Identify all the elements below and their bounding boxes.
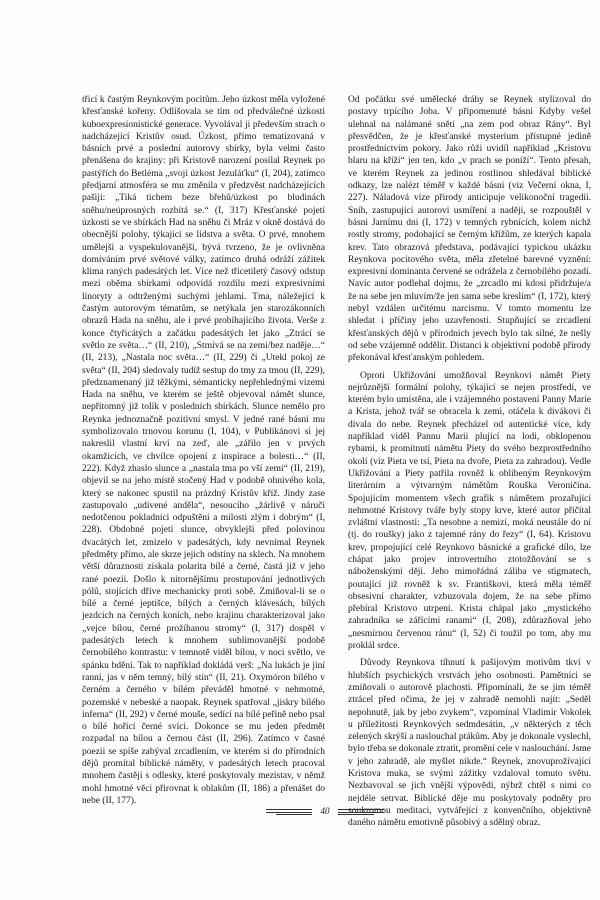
footer-rule-right-thin [338, 814, 374, 817]
footer-rule-left-thin [276, 814, 312, 817]
paragraph: Důvody Reynkova tíhnutí k pašijovým motivům tkví v hlubších psychických vrstvách jeho osobnosti. Pamětníci se zmiňovali o autorově plachosti. Připomínali, že se jim téměř ztrácel před očima, že jej v zahradě nemohli najít: „Seděl nepohnutě, jak by jebo zvykem“, vzpomínal Vladimír Vokolek u příležitosti Reynkových sedmdesátin, „v některých z těch zelených skrýší a naslouchal ptákům. Aby je dokonale vyslechl, bylo třeba se dokonale ztratit, promění cele v naslouchání. Jsme v jeho zahradě, ale myšlet nikde.“ Reynek, znovuprožívající Kristova muka, se svými zážitky vzdaloval tomuto světu. Nezbavoval se jich vnější výpovědí, nýbrž chtěl s nimi co nejdéle setrvat. Biblické děje mu poskytovaly podněty pro soukromou meditaci, vytvářející z konvenčního, objektivně daného námětu emotivně působivý a sdělný obraz. [348, 658, 591, 829]
text-column-left [82, 94, 325, 807]
paragraph: třicí k častým Reynkovým pocitům. Jeho úzkost měla vyložené křesťanské kořeny. Odlišovala se tím od předválečné úzkosti kuboexpresionistické generace. Vyvolával ji především strach o nadcházející Kristův osud. Úzkost, přímo tematizovaná v básních prvé a poslední autorovy sbírky, byla velmi často přenášena do krajiny: při Kristově narození posílal Reynek po pastýřích do Betléma „svoji úzkost Jezuláťku“ (I, 204), zatímco předjarní atmosféra se mu změnila v předzvěst nadcházejících pašijí: „Tiká tichem beze břehů/úzkost po bludinách sněhu/neúprosných rozbitá se.“ (I, 317) Křesťanské pojetí úzkosti se ve sbírkách Had na sněhu či Mráz v okně dostává do obecnější polohy, týkající se lidstva a světa. O prvé, mnohem umělejší a vyspekulovanější, bývá tvrzeno, že je ovlivněna domíváním prvé světové války, zatímco druhá odráží zážitek klima raných padesátých let. Více než třicetiletý časový odstup mezi oběma sbírkami odpovídá rozdílu mezi expresivními linoryty a odtrženými suchými jehlami. Tma, náležející k častým autorovým tématům, se netýkala jen starozákonních obrazů Hada na sněhu, ale i prvé probíhajícího života. Verše z konce čtyřicátých a začátku padesátých let jako „Ztrácí se světlo ze světa…“ (II, 210), „Stmívá se na zemi/bez naděje…“ (II, 213), „Nastala noc světa…“ (II, 229) či „Utekl pokoj ze světa“ (II, 204) sledovaly tudíž sestup do tmy za tmou (II, 229), předznamenaný již těžkými, sémanticky nepřehlednými vizemi Hada na sněhu, ve kterém se ještě objevoval námět slunce, nepřítomný již tolik v posledních sbírkách. Slunce nemělo pro Reynka jednoznačně pozitivní smysl. V jedné rané básni mu symbolizovalo trnovou korunu (I, 104), v Publikánovi si jej nakreslil vlastní krví na zeď, ale „zářilo jen v prvých okamžicích, ve chvílce opojení z inspirace a bolesti…“ (II, 222). Když zhaslo slunce a „nastala tma po vší zemi“ (II, 219), objevil se na jeho místě stočený Had v podobě ohnivého kola, který se nakonec spustil na prázdný Kristův kříž. Jindy zase zastupovalo „udivené anděla“, nesoucího „žárlivě v náruči nedotčenou pokladnici odpuštění a milosti zlým i dobrým“ (I, 228). Obdobné pojetí slunce, obvyklejší před polovinou dvacátých let, zmizelo v padesátých, kdy nevnímal Reynek předměty přímo, ale skrze jejich odstíny na sklech. Na mnohem větší důraznosti získala polarita bílé a černé, častá již v jeho rané poezii. Došlo k nitornějšímu prostupování jednotlivých pólů, stojících dříve mechanicky proti sobě. Zmiňoval-li se o bílé a černé jeptišce, bílých a černých klávesách, bílých jezdcích na černých koních, nebo krajinu charakterizoval jako „vejce bílou, černé prožíhanou stromy“ (I, 317) dospěl v padesátých letech k mnohem sublimovanější podobě černobílého kontrastu: v temnotě viděl bílou, v noci světlo, ve spánku bdění. Tak to například dokládá verš: „Na lukách je jíní ranní, jas v něm temný, bílý stín“ (II, 21). Oxymóron bílého v černém a černého v bílém převáděl hmotné v nehmotné, pozemské v nebeské a naopak. Reynek spatřoval „jiskry bílého inferna“ (II, 292) v černé mouše, sedící na bílé peřině nebo psal o bílé hořící černé svíci. Dokonce se mu jeden předmět rozpadal na bílou a černou část (II, 296). Zatímco v časné poezii se spíše zabýval zrcadlením, ve kterém si do přírodních dějů promítal biblické náměty, v padesátých letech pracoval mnohem častěji s odlesky, které poskytovaly mezistav, v němž mohl hmotné věci přirovnat k oblakům (II, 186) a přenášet do nebe (II, 177). [82, 95, 325, 806]
paragraph: Oproti Ukřižování umožňoval Reynkovi námět Piety nejrůznější formální polohy, týkající se nejen prostředí, ve kterém bylo umístěna, ale i vzájemného postavení Panny Marie a Krista, jehož tvář se obracela k zemi, otáčela k divákovi či dívala do nebe. Reynek přecházel od autentické více, kdy například viděl Pannu Marii plující na lodi, obklopenou rybami, k promítnutí námětu Piety do svého bezprostředního okolí (viz Pieta ve tsí, Pieta na dvoře, Pieta za zahradou). Vedle Ukřižování a Piety patřila rovněž k oblíbeným Reynkovým literárním a výtvarným námětům Rouška Veroničina. Spojujícím momentem všech grafik s námětem prozařující nehmotné Kristovy tváře byly stopy krve, které autor přičítal zvláštní vlastnosti: „Ta nesobne a nemizí, moká neustále do ní (tj. do roušky) jako z tajemné rány do řezy“ (I, 64). Kristovu krev, propojující celé Reynkovo básnické a grafické dílo, lze chápat jako projev introvertního ztotožňování se s náboženskými ději. Jeho mimořádná záliba ve stigmatech, poutající již rovněž k sv. Františkovi, která měla téměř obsesivní charakter, vzbuzovala dojem, že na sebe přímo přebíral Kristovo utrpení. Krista chápal jako „mystického zahradníka se zářícími ranami“ (I, 208), zdůrazňoval jeho „nesmírnou červenou ránu“ (I, 52) či toužil po tom, aby mu proklál srdce. [348, 370, 591, 652]
footer-rule-left [266, 809, 312, 813]
page-number: 40 [320, 806, 330, 816]
footer-rule-right [338, 809, 384, 813]
text-column-right [348, 94, 591, 830]
page-footer [0, 806, 600, 820]
paragraph: Od počátku své umělecké dráhy se Reynek stylizoval do postavy trpícího Joba. V připomenuté básni Kdyby vešel ulehnal na nalámané snětí „na zem pod obraz Rány“. Byl přesvědčen, že je křesťanské mysterium přístupné jedině prostřednictvím pokory. Jako růži uvidíl například „Kristovu blaru na kříži“ jen ten, kdo „v prach se poníží“. Tento přesah, ve kterém Reynek za jedinou rostlinou shledával biblické odkazy, lze nalézt téměř v každé básni (viz Večerní okna, I, 227). Náladová víze přírody anticipuje velikonoční tragedii. Sníh, zastupující autorovi usmíření a naději, se rozpouštěl v básni Jarnímu dni (I, 172) v temných rybnících, kolem nichž rostly stromy, podobající se černým křížům, ze kterých kapala krev. Tato obrazová představa, podávající typickou ukázku Reynkova pocitového světa, měla zřetelné barevné vyznění: expresivní dominanta červené se odrážela z černobílého pozadí. Navíc autor podlehal dojmu, že „zrcadlo mi kdosi přidržuje/a že na sebe jen mluvím/že jen sama sebe kreslím“ (I, 172), který nebyl vzdálen určitému narcismu. V tomto momentu lze shledat i příčiny jeho uzavřenosti. Stupňující se zrcadlení křesťanských dějů v přírodních jevech bylo tak silné, že nešly od sebe vzájemně oddělit. Distanci k objektivní podobě přírody překonával křesťanským pohledem. [348, 95, 591, 364]
